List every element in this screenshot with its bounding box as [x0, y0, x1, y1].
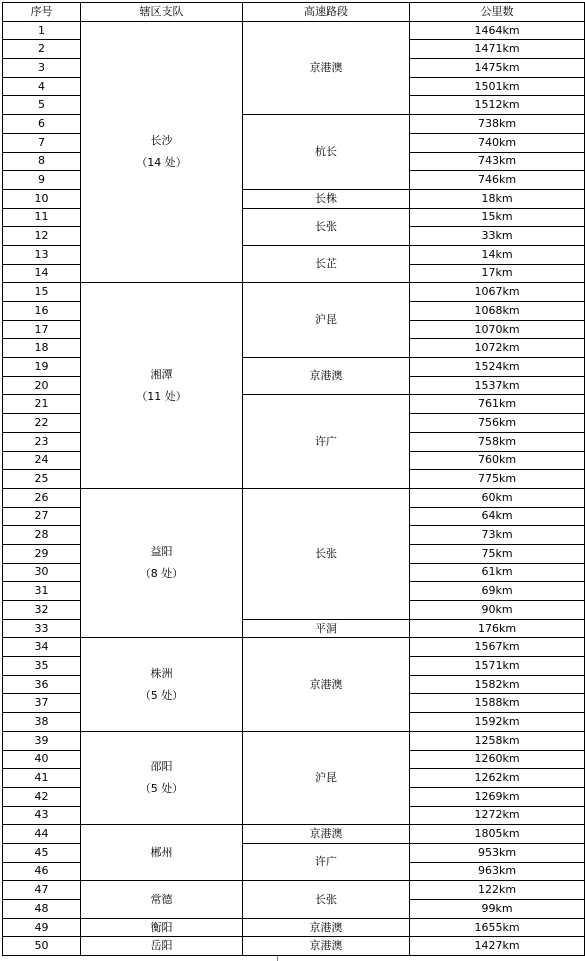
section-cell: 长张	[243, 208, 410, 245]
km-cell: 758km	[410, 432, 585, 451]
section-cell: 京港澳	[243, 21, 410, 114]
seq-cell: 15	[3, 283, 81, 302]
seq-cell: 44	[3, 825, 81, 844]
km-cell: 1260km	[410, 750, 585, 769]
section-cell: 京港澳	[243, 937, 410, 956]
branch-count: （5 处）	[139, 782, 184, 796]
seq-cell: 50	[3, 937, 81, 956]
seq-cell: 4	[3, 77, 81, 96]
km-cell: 1805km	[410, 825, 585, 844]
km-cell: 1427km	[410, 937, 585, 956]
km-cell: 1269km	[410, 787, 585, 806]
km-cell: 61km	[410, 563, 585, 582]
seq-cell: 19	[3, 358, 81, 377]
section-cell: 长张	[243, 881, 410, 918]
branch-cell	[81, 937, 243, 956]
km-cell: 761km	[410, 395, 585, 414]
branch-cell	[81, 918, 243, 937]
seq-cell: 16	[3, 302, 81, 321]
branch-name: 郴州	[150, 845, 173, 859]
branch-cell	[81, 881, 243, 918]
seq-cell: 32	[3, 601, 81, 620]
section-cell: 杭长	[243, 115, 410, 190]
seq-cell: 6	[3, 115, 81, 134]
seq-cell: 39	[3, 731, 81, 750]
seq-cell: 17	[3, 320, 81, 339]
section-cell: 京港澳	[243, 358, 410, 395]
km-cell: 743km	[410, 152, 585, 171]
table-row	[3, 21, 585, 40]
seq-cell: 22	[3, 414, 81, 433]
branch-cell	[81, 825, 243, 881]
km-cell: 1582km	[410, 675, 585, 694]
seq-cell: 3	[3, 59, 81, 78]
seq-cell: 23	[3, 432, 81, 451]
km-cell: 1571km	[410, 657, 585, 676]
table-row	[3, 488, 585, 507]
km-cell: 176km	[410, 619, 585, 638]
km-cell: 1258km	[410, 731, 585, 750]
seq-cell: 28	[3, 526, 81, 545]
km-cell: 18km	[410, 189, 585, 208]
km-cell: 1464km	[410, 21, 585, 40]
km-cell: 60km	[410, 488, 585, 507]
km-cell: 756km	[410, 414, 585, 433]
branch-cell	[81, 731, 243, 824]
seq-cell: 18	[3, 339, 81, 358]
km-cell: 963km	[410, 862, 585, 881]
seq-cell: 35	[3, 657, 81, 676]
branch-name: 常德	[150, 892, 173, 906]
seq-cell: 45	[3, 843, 81, 862]
table-row	[3, 937, 585, 956]
branch-count: （8 处）	[139, 567, 184, 581]
seq-cell: 11	[3, 208, 81, 227]
branch-count: （5 处）	[139, 688, 184, 702]
table-row	[3, 825, 585, 844]
seq-cell: 36	[3, 675, 81, 694]
branch-name: 株洲	[150, 666, 173, 680]
seq-cell: 10	[3, 189, 81, 208]
section-cell: 许广	[243, 395, 410, 488]
section-cell: 沪昆	[243, 731, 410, 824]
km-cell: 90km	[410, 601, 585, 620]
seq-cell: 13	[3, 245, 81, 264]
seq-cell: 31	[3, 582, 81, 601]
branch-cell	[81, 283, 243, 489]
seq-cell: 27	[3, 507, 81, 526]
table-header-row	[3, 3, 585, 22]
branch-count: （11 处）	[136, 389, 187, 403]
km-cell: 1537km	[410, 376, 585, 395]
seq-cell: 14	[3, 264, 81, 283]
km-cell: 1512km	[410, 96, 585, 115]
seq-cell: 26	[3, 488, 81, 507]
km-cell: 1070km	[410, 320, 585, 339]
seq-cell: 25	[3, 470, 81, 489]
seq-cell: 43	[3, 806, 81, 825]
seq-cell: 37	[3, 694, 81, 713]
section-cell: 长株	[243, 189, 410, 208]
seq-cell: 49	[3, 918, 81, 937]
km-cell: 738km	[410, 115, 585, 134]
seq-cell: 41	[3, 769, 81, 788]
km-cell: 1567km	[410, 638, 585, 657]
km-cell: 953km	[410, 843, 585, 862]
seq-cell: 9	[3, 171, 81, 190]
branch-name: 益阳	[150, 545, 173, 559]
seq-cell: 46	[3, 862, 81, 881]
header-branch: 辖区支队	[81, 3, 243, 22]
table-row	[3, 638, 585, 657]
branch-name: 长沙	[150, 134, 173, 147]
km-cell: 69km	[410, 582, 585, 601]
km-cell: 746km	[410, 171, 585, 190]
section-cell: 长张	[243, 488, 410, 619]
seq-cell: 24	[3, 451, 81, 470]
expressway-table	[2, 2, 585, 956]
section-cell: 沪昆	[243, 283, 410, 358]
seq-cell: 34	[3, 638, 81, 657]
km-cell: 760km	[410, 451, 585, 470]
km-cell: 1272km	[410, 806, 585, 825]
km-cell: 75km	[410, 544, 585, 563]
branch-name: 湘潭	[150, 367, 173, 381]
km-cell: 1068km	[410, 302, 585, 321]
seq-cell: 5	[3, 96, 81, 115]
km-cell: 122km	[410, 881, 585, 900]
branch-name: 岳阳	[150, 939, 173, 953]
km-cell: 33km	[410, 227, 585, 246]
seq-cell: 38	[3, 713, 81, 732]
km-cell: 1524km	[410, 358, 585, 377]
seq-cell: 47	[3, 881, 81, 900]
table-body	[3, 21, 585, 955]
page-fold-mark	[277, 956, 278, 961]
km-cell: 64km	[410, 507, 585, 526]
km-cell: 1471km	[410, 40, 585, 59]
seq-cell: 42	[3, 787, 81, 806]
branch-cell	[81, 638, 243, 731]
branch-cell	[81, 21, 243, 283]
seq-cell: 48	[3, 900, 81, 919]
km-cell: 1592km	[410, 713, 585, 732]
km-cell: 15km	[410, 208, 585, 227]
seq-cell: 21	[3, 395, 81, 414]
seq-cell: 30	[3, 563, 81, 582]
branch-name: 衡阳	[150, 920, 173, 934]
km-cell: 1588km	[410, 694, 585, 713]
header-km: 公里数	[410, 3, 585, 22]
section-cell: 平洞	[243, 619, 410, 638]
seq-cell: 20	[3, 376, 81, 395]
km-cell: 14km	[410, 245, 585, 264]
seq-cell: 12	[3, 227, 81, 246]
km-cell: 740km	[410, 133, 585, 152]
table-row	[3, 881, 585, 900]
section-cell: 京港澳	[243, 638, 410, 731]
km-cell: 1655km	[410, 918, 585, 937]
table-row	[3, 283, 585, 302]
km-cell: 1072km	[410, 339, 585, 358]
table-row	[3, 731, 585, 750]
km-cell: 1501km	[410, 77, 585, 96]
km-cell: 99km	[410, 900, 585, 919]
section-cell: 许广	[243, 843, 410, 880]
km-cell: 1262km	[410, 769, 585, 788]
seq-cell: 40	[3, 750, 81, 769]
section-cell: 京港澳	[243, 918, 410, 937]
km-cell: 775km	[410, 470, 585, 489]
branch-cell	[81, 488, 243, 638]
header-seq: 序号	[3, 3, 81, 22]
header-section: 高速路段	[243, 3, 410, 22]
seq-cell: 33	[3, 619, 81, 638]
km-cell: 17km	[410, 264, 585, 283]
table-row	[3, 918, 585, 937]
section-cell: 京港澳	[243, 825, 410, 844]
km-cell: 73km	[410, 526, 585, 545]
seq-cell: 1	[3, 21, 81, 40]
km-cell: 1475km	[410, 59, 585, 78]
km-cell: 1067km	[410, 283, 585, 302]
section-cell: 长芷	[243, 245, 410, 282]
branch-name: 邵阳	[150, 760, 173, 774]
seq-cell: 8	[3, 152, 81, 171]
seq-cell: 2	[3, 40, 81, 59]
branch-count: （14 处）	[136, 156, 187, 169]
seq-cell: 7	[3, 133, 81, 152]
seq-cell: 29	[3, 544, 81, 563]
